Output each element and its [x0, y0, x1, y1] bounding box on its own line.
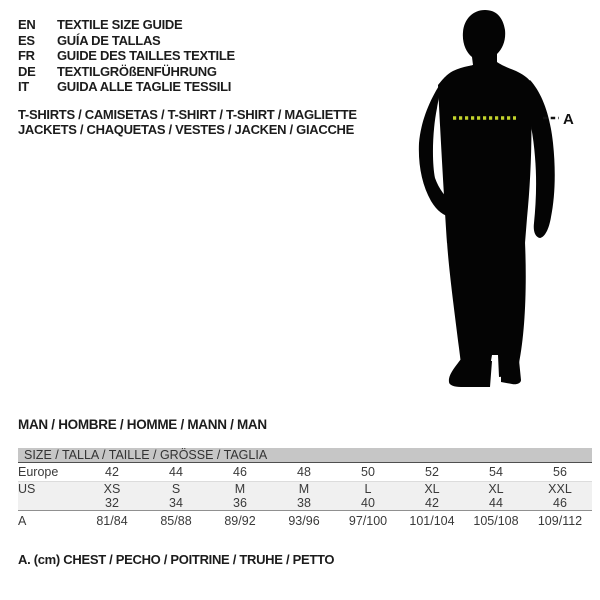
legs	[447, 242, 526, 380]
category-jackets: JACKETS / CHAQUETAS / VESTES / JACKEN / GIACCHE	[18, 122, 354, 137]
language-row	[18, 79, 235, 95]
table-cell: 44	[169, 465, 183, 479]
row-label: Europe	[18, 465, 59, 479]
table-cell: 81/84	[96, 513, 128, 528]
table-cell: L	[364, 482, 372, 496]
size-table	[18, 448, 592, 530]
back-heel	[501, 360, 521, 384]
table-cell: 97/100	[348, 513, 388, 528]
language-code: ES	[18, 32, 35, 48]
row-label: A	[18, 513, 27, 528]
category-tshirts: T-SHIRTS / CAMISETAS / T-SHIRT / T-SHIRT / MAGLIETTE	[18, 107, 357, 122]
language-row	[18, 33, 235, 49]
table-cell: 48	[297, 465, 311, 479]
language-code: IT	[18, 79, 29, 94]
language-row	[18, 64, 235, 80]
table-cell: 85/88	[160, 513, 192, 528]
table-cell: 42	[105, 465, 119, 479]
language-title: GUÍA DE TALLAS	[57, 32, 161, 48]
table-cell: 56	[553, 465, 567, 479]
table-cell: 32	[105, 496, 119, 510]
measure-label-a: A	[563, 111, 574, 128]
language-code: DE	[18, 63, 36, 79]
table-row-chest-a	[18, 511, 592, 530]
table-cell: 40	[361, 496, 375, 510]
table-cell: XL	[424, 482, 440, 496]
language-row	[18, 17, 235, 33]
table-cell: 44	[489, 496, 503, 510]
table-row-uk	[18, 496, 592, 511]
row-label: US	[18, 482, 36, 496]
table-cell: 109/112	[537, 513, 583, 528]
language-title-list	[18, 17, 235, 95]
table-cell: 105/108	[473, 513, 519, 528]
torso	[438, 64, 531, 243]
table-cell: 46	[553, 496, 567, 510]
table-cell: M	[298, 482, 310, 496]
language-code: EN	[18, 17, 36, 32]
table-cell: 38	[297, 496, 311, 510]
table-cell: 54	[489, 465, 503, 479]
table-cell: XXL	[548, 482, 572, 496]
table-cell: 93/96	[288, 513, 320, 528]
garment-categories	[18, 107, 357, 137]
size-table-header-label: SIZE / TALLA / TAILLE / GRÖSSE / TAGLIA	[24, 448, 268, 462]
table-cell: 52	[425, 465, 439, 479]
table-cell: 89/92	[224, 513, 256, 528]
table-cell: 46	[233, 465, 247, 479]
language-title: TEXTILGRÖßENFÜHRUNG	[57, 63, 217, 79]
man-silhouette	[393, 3, 578, 395]
size-table-header-row	[18, 448, 592, 463]
language-title: GUIDA ALLE TAGLIE TESSILI	[57, 79, 232, 94]
language-code: FR	[18, 48, 35, 63]
measurement-footnote: A. (cm) CHEST / PECHO / POITRINE / TRUHE / PETTO	[18, 552, 335, 567]
language-title: GUIDE DES TAILLES TEXTILE	[57, 48, 235, 63]
table-cell: 34	[169, 496, 183, 510]
table-cell: 101/104	[409, 513, 455, 528]
table-cell: XS	[103, 482, 121, 496]
table-cell: 42	[425, 496, 439, 510]
table-cell: 36	[233, 496, 247, 510]
table-cell: S	[171, 482, 181, 496]
head	[453, 10, 516, 72]
table-cell: 50	[361, 465, 375, 479]
front-shoe	[449, 359, 492, 387]
language-row	[18, 48, 235, 64]
language-title: TEXTILE SIZE GUIDE	[57, 17, 183, 32]
table-row-us	[18, 482, 592, 496]
section-title-man: MAN / HOMBRE / HOMME / MANN / MAN	[18, 417, 267, 432]
table-cell: XL	[488, 482, 504, 496]
table-row-europe	[18, 463, 592, 482]
table-cell: M	[234, 482, 246, 496]
